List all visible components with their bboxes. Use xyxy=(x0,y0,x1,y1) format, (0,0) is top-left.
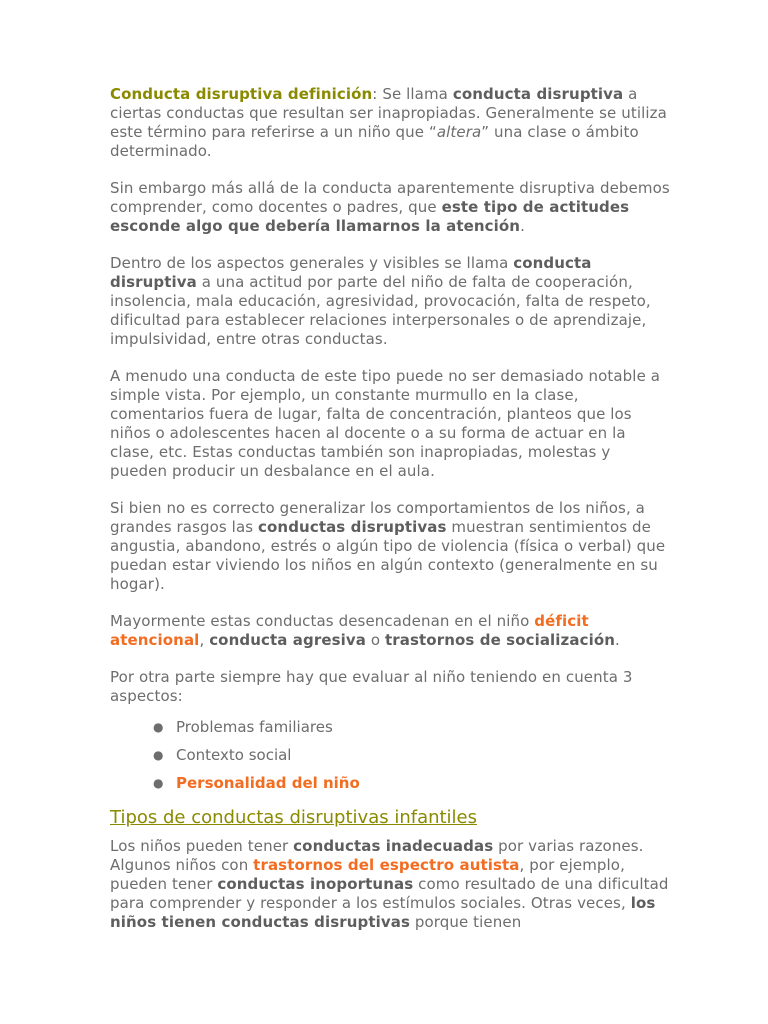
definition-term: Conducta disruptiva definición xyxy=(110,85,373,103)
paragraph-feelings: Si bien no es correcto generalizar los comportamientos de los niños, a grandes rasgos las conductas disruptivas muestran sentimientos de angustia, abandono, estrés o algún tipo de violencia (física o verbal) que puedan estar viviendo los niños en algún contexto (generalmente en su hogar). xyxy=(110,499,666,593)
list-item: ● Contexto social xyxy=(153,746,292,764)
paragraph-consequences: Mayormente estas conductas desencadenan en el niño déficit atencional, conducta agresiva o trastornos de socialización. xyxy=(110,612,620,649)
section-heading[interactable]: Tipos de conductas disruptivas infantiles xyxy=(110,807,478,828)
list-item xyxy=(148,774,670,793)
list-item: ● Problemas familiares xyxy=(153,718,333,736)
bullet-icon: ● xyxy=(153,776,164,790)
paragraph-attention: Sin embargo más allá de la conducta aparentemente disruptiva debemos comprender, como docentes o padres, que este tipo de actitudes esconde algo que debería llamarnos la atención. xyxy=(110,179,670,235)
paragraph-evaluate: Por otra parte siempre hay que evaluar al niño teniendo en cuenta 3 aspectos: xyxy=(110,668,633,705)
link-personalidad[interactable]: Personalidad del niño xyxy=(176,774,360,792)
document-page xyxy=(110,85,670,950)
link-deficit-atencional[interactable]: déficit atencional xyxy=(110,612,589,649)
paragraph-aspects: Dentro de los aspectos generales y visibles se llama conducta disruptiva a una actitud por parte del niño de falta de cooperación, insolencia, mala educación, agresividad, provocación, falta de respeto, dificultad para establecer relaciones interpersonales o de aprendizaje, impulsividad, entre otras conductas. xyxy=(110,254,651,348)
link-autismo[interactable]: trastornos del espectro autista xyxy=(253,856,520,874)
paragraph-types: Los niños pueden tener conductas inadecuadas por varias razones. Algunos niños con trastornos del espectro autista, por ejemplo, pueden tener conductas inoportunas como resultado de una dificultad para comprender y responder a los estímulos sociales. Otras veces, los niños tienen conductas disruptivas porque tienen xyxy=(110,837,669,931)
paragraph-examples: A menudo una conducta de este tipo puede no ser demasiado notable a simple vista. Por ejemplo, un constante murmullo en la clase, comentarios fuera de lugar, falta de concentración, planteos que los niños o adolescentes hacen al docente o a su forma de actuar en la clase, etc. Estas conductas también son inapropiadas, molestas y pueden producir un desbalance en el aula. xyxy=(110,367,661,480)
bullet-icon: ● xyxy=(153,748,164,762)
bullet-icon: ● xyxy=(153,720,164,734)
paragraph-definition: Conducta disruptiva definición: Se llama conducta disruptiva a ciertas conductas que resultan ser inapropiadas. Generalmente se utiliza este término para referirse a un niño que “altera” una clase o ámbito determinado. xyxy=(110,85,667,160)
aspects-list xyxy=(110,718,670,793)
